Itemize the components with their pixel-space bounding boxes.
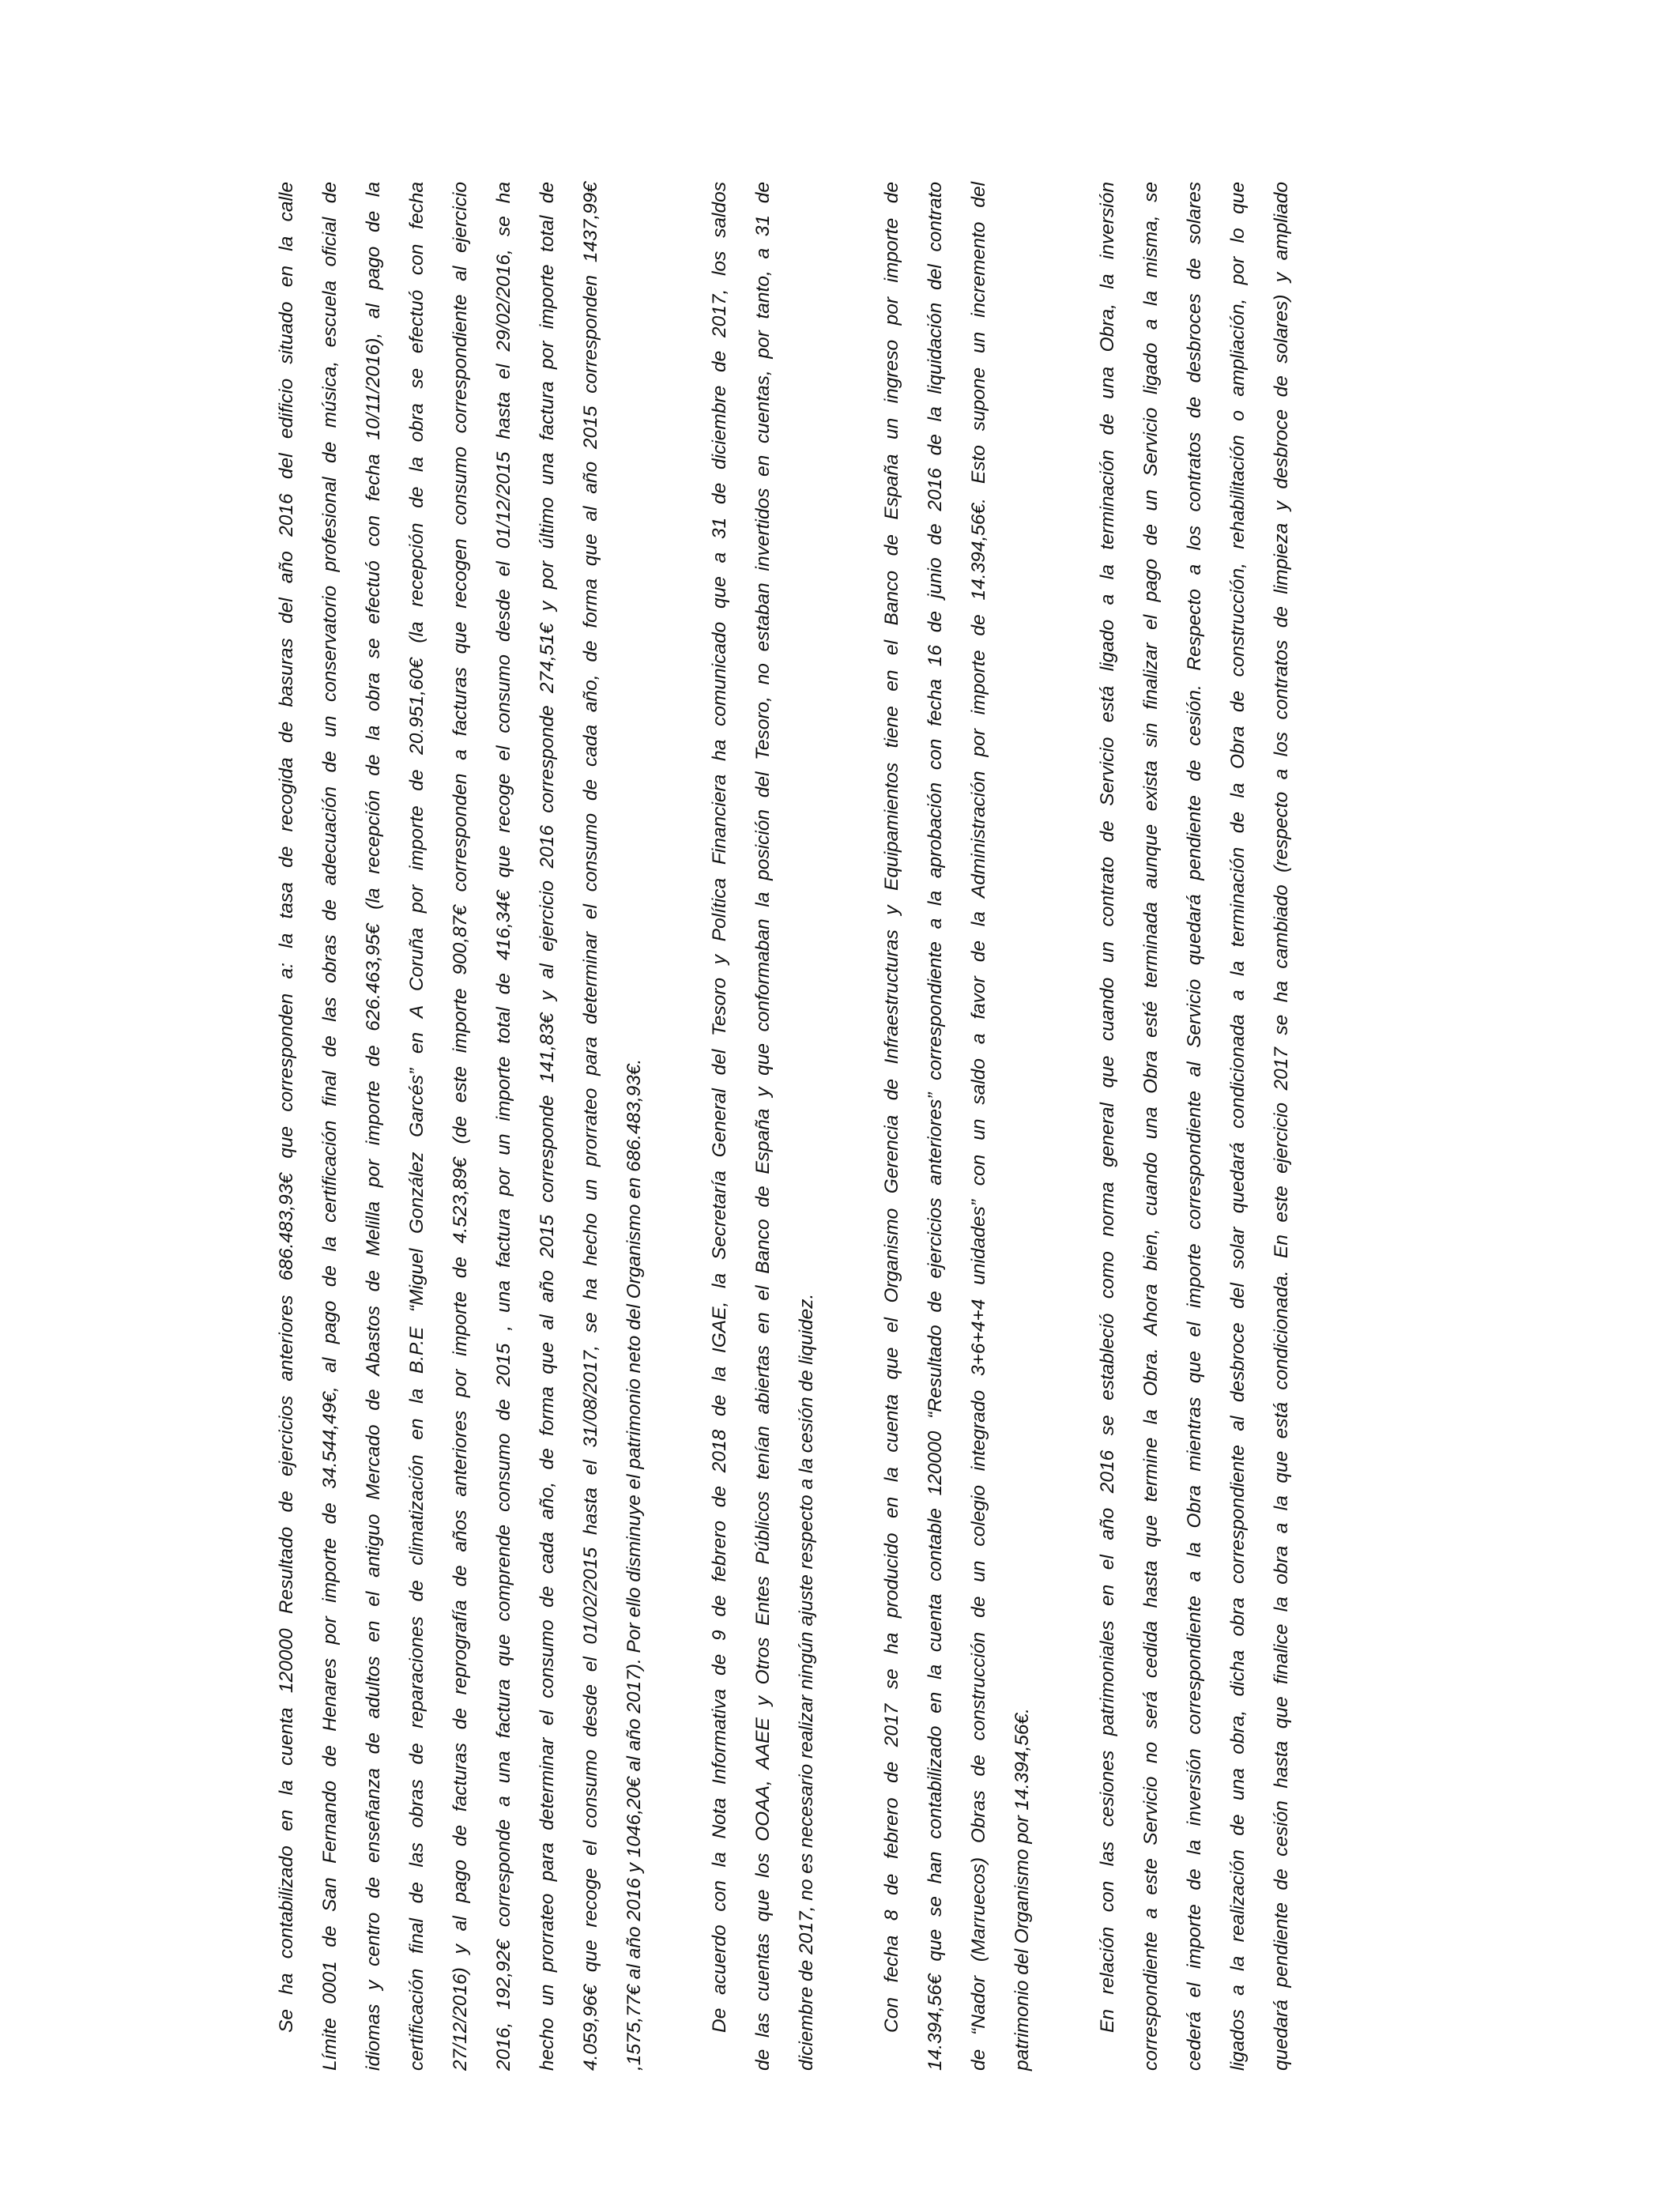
text-line: En relación con las cesiones patrimoniales en el año 2016 se estableció como norma general que cuando un contrato de Servicio está ligado a la terminación de una Obra, la inversión (1097, 182, 1118, 2033)
paragraph-nota-informativa (698, 182, 828, 2071)
text-line: de las cuentas que los OOAA, AAEE y Otros Entes Públicos tenían abiertas en el Banco de España y que conformaban la posición del Tesoro, no estaban invertidos en cuentas, por tanto, a 31 de (752, 182, 774, 2071)
text-line: 27/12/2016) y al pago de facturas de reprografía de años anteriores por importe de 4.523,89€ (de este importe 900,87€ corresponden a facturas que recogen consumo correspondiente al ejercicio (450, 182, 471, 2071)
text-line: de “Nador (Marruecos) Obras de construcción de un colegio integrado 3+6+4+4 unidades” con un saldo a favor de la Administración por importe de 14.394,56€. Esto supone un incremento del (968, 182, 989, 2071)
text-line: idiomas y centro de enseñanza de adultos en el antiguo Mercado de Abastos de Melilla por importe de 626.463,95€ (la recepción de la obra se efectuó con fecha 10/11/2016), al pago de la (363, 182, 384, 2071)
text-line: Con fecha 8 de febrero de 2017 se ha producido en la cuenta que el Organismo Gerencia de Infraestructuras y Equipamientos tiene en el Banco de España un ingreso por importe de (881, 182, 902, 2033)
text-line: ligados a la realización de una obra, dicha obra correspondiente al desbroce del solar quedará condicionada a la terminación de la Obra de construcción, rehabilitación o ampliación, por lo que (1227, 182, 1249, 2071)
text-line: 2016, 192,92€ corresponde a una factura que comprende consumo de 2015 , una factura por un importe total de 416,34€ que recoge el consumo desde el 01/12/2015 hasta el 29/02/2016, se ha (493, 182, 514, 2071)
text-line: Límite 0001 de San Fernando de Henares por importe de 34.544,49€, al pago de la certificación final de las obras de adecuación de un conservatorio profesional de música, escuela oficial de (319, 182, 341, 2071)
rotated-text-block (265, 182, 1345, 2071)
text-line: cederá el importe de la inversión correspondiente a la Obra mientras que el importe correspondiente al Servicio quedará pendiente de cesión. Respecto a los contratos de desbroces de solares (1184, 182, 1205, 2071)
text-line: diciembre de 2017, no es necesario realizar ningún ajuste respecto a la cesión de liquidez. (796, 1293, 817, 2071)
text-line: certificación final de las obras de reparaciones de climatización en la B.P.E “Miguel González Garcés” en A Coruña por importe de 20.951,60€ (la recepción de la obra se efectuó con fecha (406, 182, 428, 2071)
text-line: De acuerdo con la Nota Informativa de 9 de febrero de 2018 de la IGAE, la Secretaría General del Tesoro y Política Financiera ha comunicado que a 31 de diciembre de 2017, los saldos (709, 182, 730, 2033)
text-line: 14.394,56€ que se han contabilizado en la cuenta contable 120000 “Resultado de ejercicios anteriores” correspondiente a la aprobación con fecha 16 de junio de 2016 de la liquidación del contrato (925, 182, 946, 2071)
text-line: ,1575,77€ al año 2016 y 1046,20€ al año 2017). Por ello disminuye el patrimonio neto del Organismo en 686.483,93€. (623, 1058, 645, 2071)
paragraph-cesiones-patrimoniales (1086, 182, 1303, 2071)
text-line: quedará pendiente de cesión hasta que finalice la obra a la que está condicionada. En este ejercicio 2017 se ha cambiado (respecto a los contratos de limpieza y desbroce de solares) y ampliado (1271, 182, 1292, 2071)
text-line: hecho un prorrateo para determinar el consumo de cada año, de forma que al año 2015 corresponde 141,83€ y al ejercicio 2016 corresponde 274,51€ y por último una factura por importe total de (537, 182, 558, 2071)
paragraph-ingreso-nador (870, 182, 1044, 2071)
text-line: patrimonio del Organismo por 14.394,56€. (1011, 1708, 1033, 2071)
paragraph-resultado-ejercicios (265, 182, 656, 2071)
text-line: Se ha contabilizado en la cuenta 120000 Resultado de ejercicios anteriores 686.483,93€ que corresponden a: la tasa de recogida de basuras del año 2016 del edificio situado en la calle (276, 182, 297, 2033)
text-line: correspondiente a este Servicio no será cedida hasta que termine la Obra. Ahora bien, cuando una Obra esté terminada aunque exista sin finalizar el pago de un Servicio ligado a la misma, se (1140, 182, 1162, 2071)
text-line: 4.059,96€ que recoge el consumo desde el 01/02/2015 hasta el 31/08/2017, se ha hecho un prorrateo para determinar el consumo de cada año, de forma que al año 2015 corresponden 1437,99€ (580, 182, 601, 2071)
